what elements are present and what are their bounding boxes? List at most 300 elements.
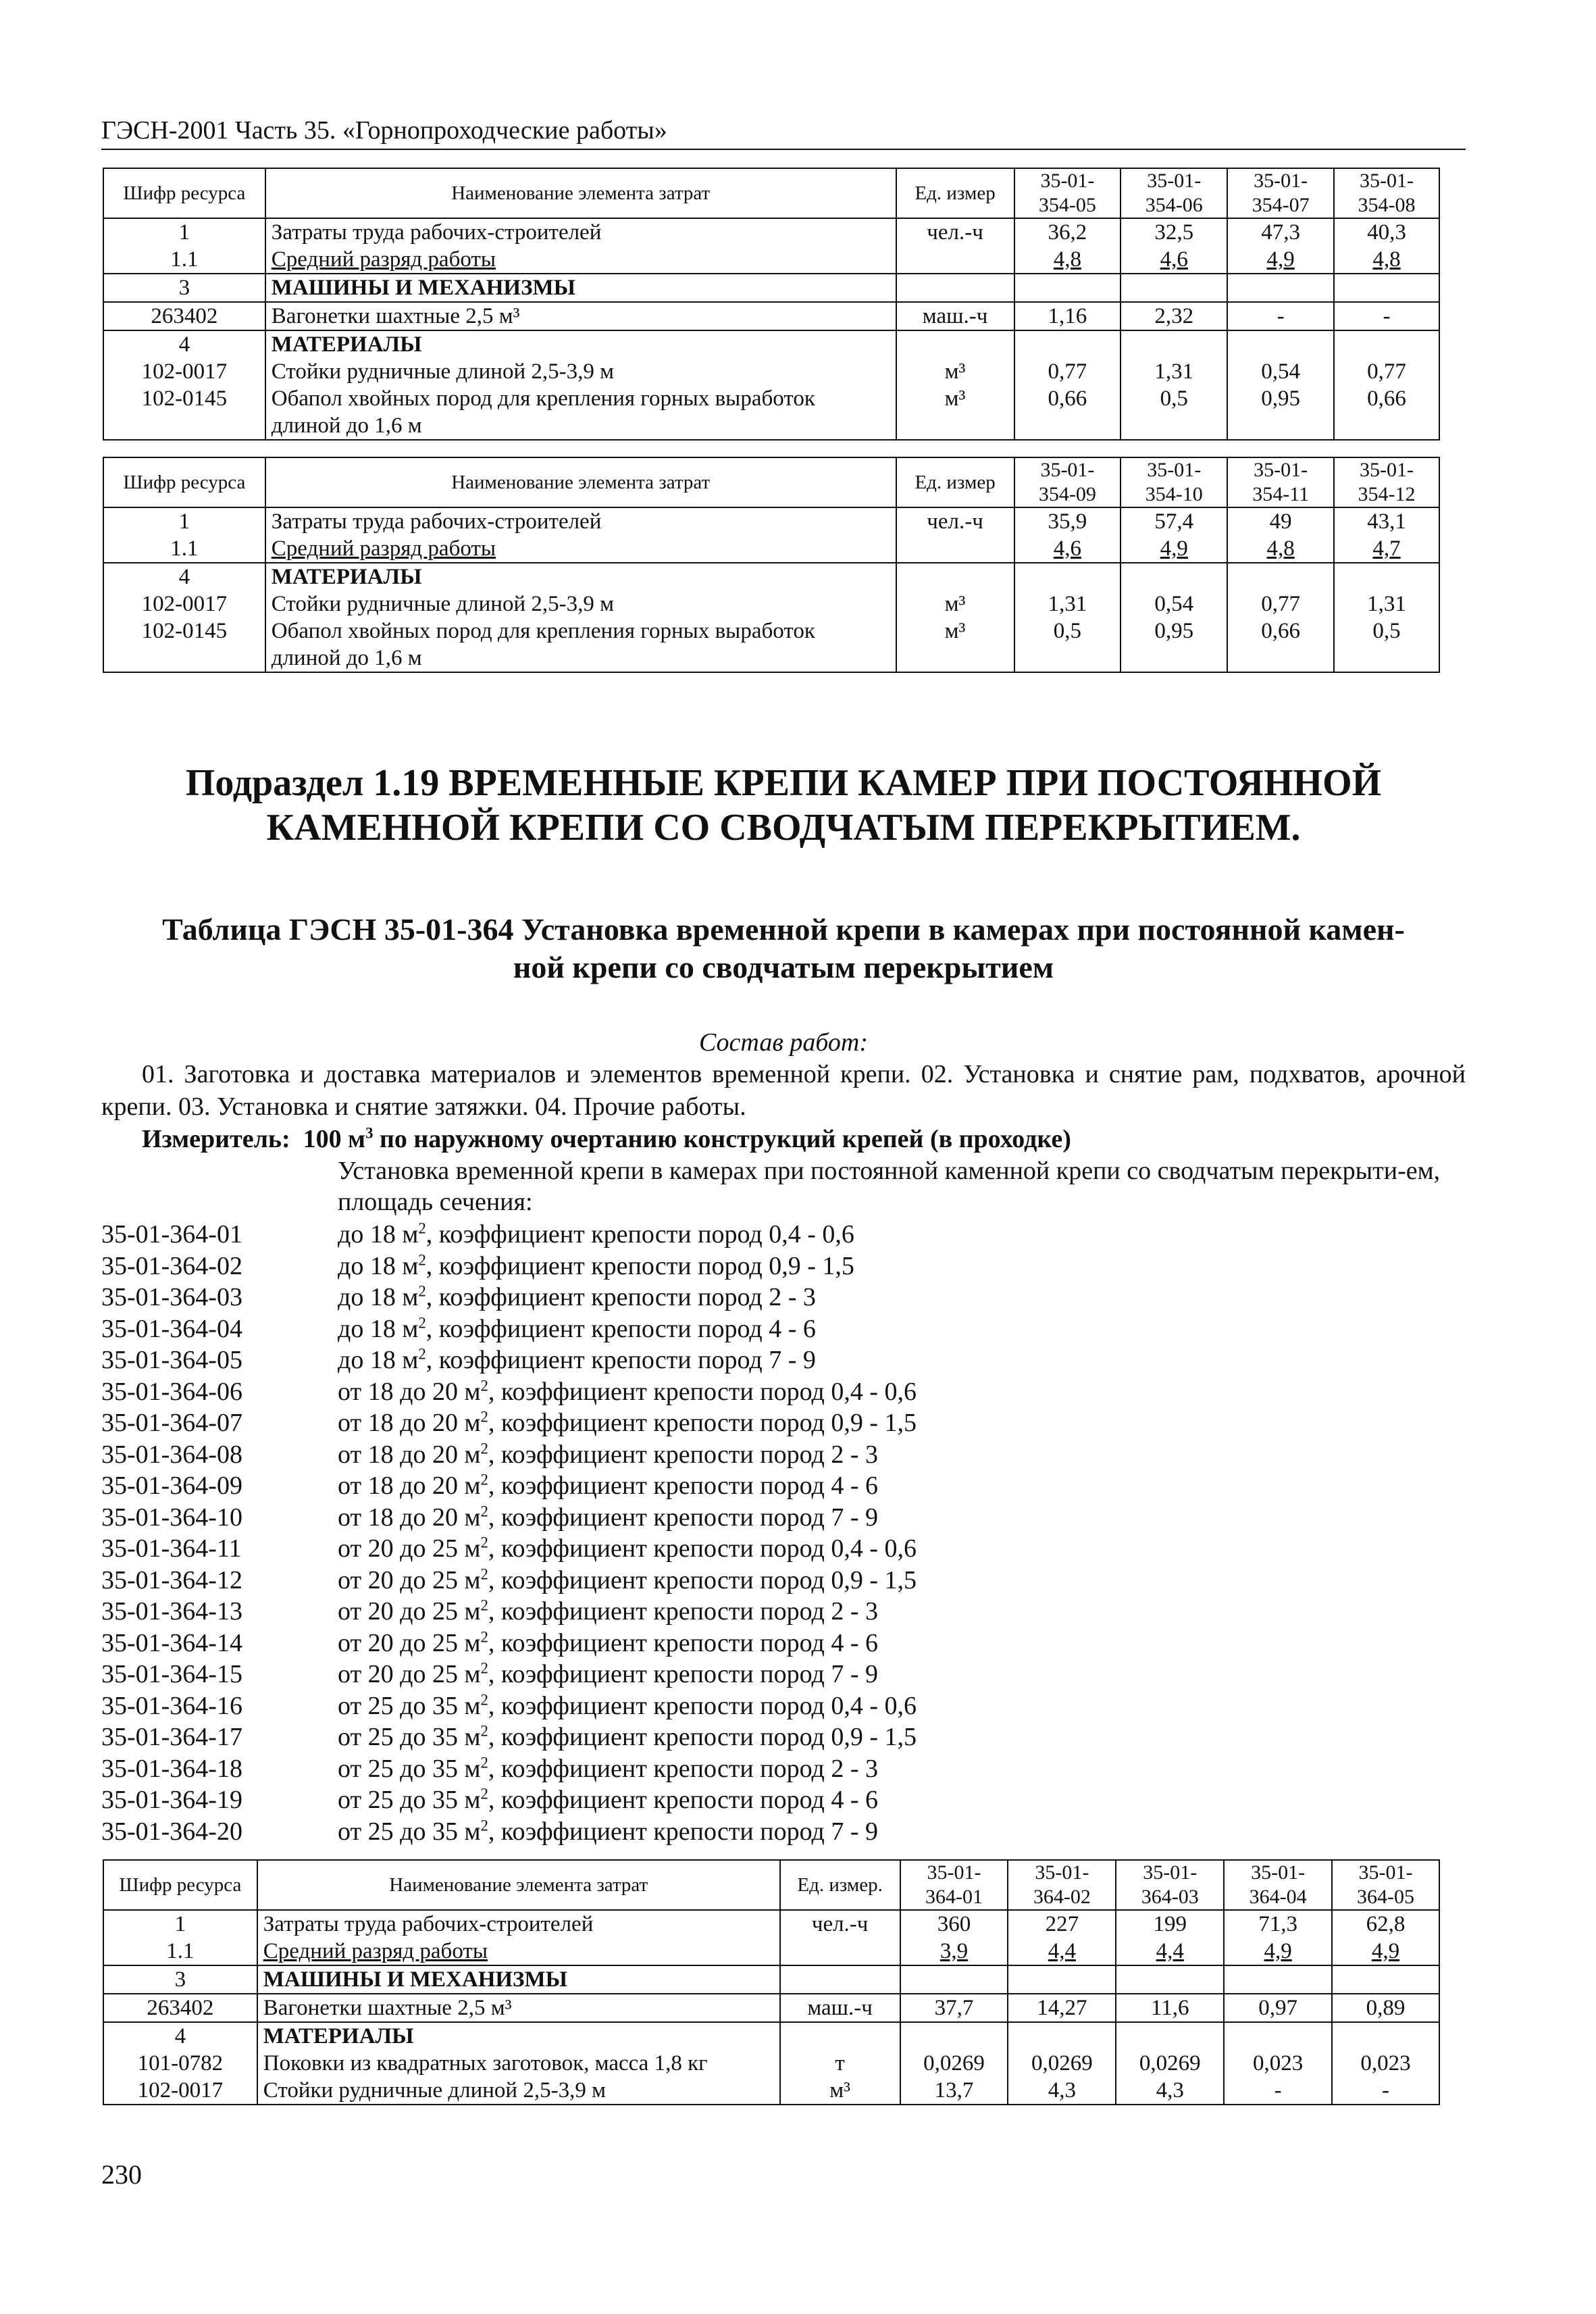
col-header-code: Шифр ресурса <box>103 457 265 507</box>
cell-value: 0,0269 <box>1116 2050 1224 2077</box>
cell-value: 0,89 <box>1332 1994 1439 2022</box>
cell-code: 101-0782 <box>103 2050 257 2077</box>
rate-area: от 20 до 25 м <box>338 1597 481 1626</box>
col-header-rate-part: 35-01- <box>1254 459 1308 481</box>
rate-coef: , коэффициент крепости пород 0,4 - 0,6 <box>488 1691 917 1720</box>
rate-area-sup: 2 <box>418 1345 426 1363</box>
rate-desc <box>338 1721 917 1753</box>
rate-area: до 18 м <box>338 1283 419 1311</box>
rate-row <box>101 1251 1466 1282</box>
cell-name: МАТЕРИАЛЫ <box>257 2022 780 2050</box>
cell-value: 37,7 <box>900 1994 1008 2022</box>
col-header-name: Наименование элемента затрат <box>257 1860 780 1910</box>
rate-area-sup: 2 <box>480 1534 488 1551</box>
rate-desc <box>338 1282 816 1313</box>
rate-row <box>101 1376 1466 1408</box>
table-row <box>103 1965 1439 1994</box>
rate-code: 35-01-364-20 <box>101 1817 242 1846</box>
cell-value: 4,3 <box>1116 2077 1224 2105</box>
col-header-unit: Ед. измер <box>896 168 1014 218</box>
col-header-rate-part: 35-01- <box>1040 170 1095 192</box>
rate-desc <box>338 1659 878 1690</box>
rate-coef: , коэффициент крепости пород 2 - 3 <box>488 1754 878 1783</box>
cell-value: 4,9 <box>1332 1938 1439 1965</box>
rate-coef: , коэффициент крепости пород 7 - 9 <box>426 1346 816 1374</box>
cell-value <box>1014 330 1121 358</box>
cell-unit: м³ <box>896 618 1014 672</box>
cell-value: 360 <box>900 1910 1008 1938</box>
cell-value: 11,6 <box>1116 1994 1224 2022</box>
col-header-rate <box>1224 1860 1332 1910</box>
cell-value: 4,9 <box>1224 1938 1332 1965</box>
table-title <box>101 911 1466 986</box>
rate-code: 35-01-364-09 <box>101 1472 242 1500</box>
table-row <box>103 1938 1439 1965</box>
cell-value: 0,5 <box>1334 618 1439 672</box>
cell-value: 49 <box>1227 507 1334 535</box>
rate-area-sup: 2 <box>480 1439 488 1457</box>
rates-intro: Установка временной крепи в камерах при постоянной каменной крепи со сводчатым перекрыти-ем, площадь сечения: <box>338 1157 1441 1216</box>
rate-area: до 18 м <box>338 1314 419 1343</box>
table-row <box>103 246 1439 274</box>
rate-area-sup: 2 <box>480 1565 488 1582</box>
cell-name: Стойки рудничные длиной 2,5-3,9 м <box>257 2077 780 2105</box>
rate-area: от 18 до 20 м <box>338 1472 481 1500</box>
rate-coef: , коэффициент крепости пород 0,9 - 1,5 <box>488 1723 917 1751</box>
table-row <box>103 590 1439 618</box>
rate-coef: , коэффициент крепости пород 0,9 - 1,5 <box>488 1565 917 1594</box>
cell-value: 0,5 <box>1121 385 1227 440</box>
cell-name: Вагонетки шахтные 2,5 м³ <box>257 1994 780 2022</box>
cell-name: Стойки рудничные длиной 2,5-3,9 м <box>265 590 896 618</box>
subsection-line-1: Подраздел 1.19 ВРЕМЕННЫЕ КРЕПИ КАМЕР ПРИ ПОСТОЯННОЙ <box>185 762 1382 804</box>
cell-value: 227 <box>1008 1910 1116 1938</box>
cell-name: Средний разряд работы <box>265 535 896 563</box>
col-header-rate <box>1227 168 1334 218</box>
table-row <box>103 2077 1439 2105</box>
rate-area-sup: 2 <box>480 1753 488 1771</box>
rate-area: от 20 до 25 м <box>338 1660 481 1688</box>
col-header-rate-part: 35-01- <box>1035 1861 1089 1884</box>
col-header-rate <box>1008 1860 1116 1910</box>
rate-desc <box>338 1784 878 1816</box>
cell-unit: м³ <box>780 2077 900 2105</box>
cell-unit <box>896 535 1014 563</box>
cell-value: 43,1 <box>1334 507 1439 535</box>
col-header-name: Наименование элемента затрат <box>265 168 896 218</box>
table-row <box>103 330 1439 358</box>
rate-code: 35-01-364-07 <box>101 1409 242 1437</box>
cell-name: Поковки из квадратных заготовок, масса 1,8 кг <box>257 2050 780 2077</box>
rate-area: от 20 до 25 м <box>338 1628 481 1657</box>
rate-code: 35-01-364-02 <box>101 1251 242 1280</box>
rate-desc <box>338 1690 917 1722</box>
cell-value: 1,31 <box>1014 590 1121 618</box>
table-row <box>103 358 1439 385</box>
rate-coef: , коэффициент крепости пород 2 - 3 <box>426 1283 816 1311</box>
cell-value: 0,95 <box>1227 385 1334 440</box>
rate-code: 35-01-364-16 <box>101 1691 242 1720</box>
col-header-rate-part: 35-01- <box>1040 459 1095 481</box>
cell-value: 0,77 <box>1334 358 1439 385</box>
cell-unit <box>896 563 1014 590</box>
col-header-rate-part: 364-04 <box>1249 1886 1307 1908</box>
cell-code: 4 <box>103 563 265 590</box>
col-header-code: Шифр ресурса <box>103 168 265 218</box>
cell-unit <box>896 330 1014 358</box>
cell-unit: чел.-ч <box>896 507 1014 535</box>
table-row <box>103 274 1439 302</box>
table-row <box>103 1994 1439 2022</box>
cell-code: 102-0017 <box>103 358 265 385</box>
cell-value: 4,7 <box>1334 535 1439 563</box>
rate-coef: , коэффициент крепости пород 4 - 6 <box>488 1786 878 1814</box>
page-number: 230 <box>101 2159 142 2190</box>
cell-value <box>1227 274 1334 302</box>
cell-value <box>1014 274 1121 302</box>
meter-value: 100 м <box>303 1125 366 1153</box>
rate-coef: , коэффициент крепости пород 2 - 3 <box>488 1597 878 1626</box>
col-header-unit: Ед. измер. <box>780 1860 900 1910</box>
rate-area: от 18 до 20 м <box>338 1503 481 1532</box>
rate-row <box>101 1753 1466 1785</box>
rate-row <box>101 1596 1466 1628</box>
rate-area-sup: 2 <box>480 1722 488 1740</box>
cell-name: МАШИНЫ И МЕХАНИЗМЫ <box>265 274 896 302</box>
cell-value: 40,3 <box>1334 218 1439 246</box>
cell-value: 0,5 <box>1014 618 1121 672</box>
cell-value: 4,6 <box>1014 535 1121 563</box>
table-row <box>103 2022 1439 2050</box>
cell-code: 1.1 <box>103 246 265 274</box>
rate-area-sup: 2 <box>418 1282 426 1300</box>
table-title-line-2: ной крепи со сводчатым перекрытием <box>513 950 1054 984</box>
rate-area-sup: 2 <box>418 1219 426 1237</box>
cell-value: 0,77 <box>1227 590 1334 618</box>
cell-value: 4,3 <box>1008 2077 1116 2105</box>
col-header-rate-part: 35-01- <box>1360 459 1414 481</box>
rate-row <box>101 1439 1466 1471</box>
rate-desc <box>338 1565 917 1596</box>
col-header-rate-part: 35-01- <box>1254 170 1308 192</box>
cell-value <box>1008 2022 1116 2050</box>
rate-code: 35-01-364-15 <box>101 1660 242 1688</box>
rate-desc <box>338 1219 854 1251</box>
col-header-rate <box>1334 457 1439 507</box>
cell-value: 0,54 <box>1121 590 1227 618</box>
col-header-rate <box>1227 457 1334 507</box>
rate-row <box>101 1533 1466 1565</box>
cell-value: 4,9 <box>1227 246 1334 274</box>
rate-row <box>101 1816 1466 1848</box>
rate-code: 35-01-364-12 <box>101 1565 242 1594</box>
rate-coef: , коэффициент крепости пород 0,9 - 1,5 <box>488 1409 917 1437</box>
cell-value: 35,9 <box>1014 507 1121 535</box>
table-title-line-1: Таблица ГЭСН 35-01-364 Установка временной крепи в камерах при постоянной камен- <box>162 912 1405 947</box>
col-header-name: Наименование элемента затрат <box>265 457 896 507</box>
col-header-rate-part: 354-07 <box>1252 194 1310 216</box>
rate-coef: , коэффициент крепости пород 7 - 9 <box>488 1503 878 1532</box>
col-header-rate-part: 35-01- <box>1147 459 1202 481</box>
rate-row <box>101 1721 1466 1753</box>
cell-value <box>1224 2022 1332 2050</box>
col-header-rate-part: 354-08 <box>1358 194 1416 216</box>
cell-value: 4,8 <box>1014 246 1121 274</box>
rate-area: от 18 до 20 м <box>338 1440 481 1469</box>
rate-desc <box>338 1376 917 1408</box>
col-header-rate-part: 35-01- <box>1251 1861 1306 1884</box>
meter-sup: 3 <box>365 1124 374 1142</box>
running-header: ГЭСН-2001 Часть 35. «Горнопроходческие работы» <box>101 115 1466 150</box>
cell-name: МАТЕРИАЛЫ <box>265 330 896 358</box>
cell-value: 62,8 <box>1332 1910 1439 1938</box>
rate-coef: , коэффициент крепости пород 4 - 6 <box>426 1314 816 1343</box>
rate-row <box>101 1407 1466 1439</box>
cell-unit: т <box>780 2050 900 2077</box>
col-header-rate <box>900 1860 1008 1910</box>
cell-value: 47,3 <box>1227 218 1334 246</box>
col-header-rate-part: 364-03 <box>1141 1886 1199 1908</box>
cell-value: 1,31 <box>1121 358 1227 385</box>
rate-row <box>101 1344 1466 1376</box>
cell-name: МАШИНЫ И МЕХАНИЗМЫ <box>257 1965 780 1994</box>
rate-area-sup: 2 <box>480 1596 488 1614</box>
rate-area-sup: 2 <box>480 1628 488 1645</box>
rate-area-sup: 2 <box>480 1502 488 1519</box>
table-row <box>103 2050 1439 2077</box>
rate-row <box>101 1628 1466 1659</box>
rate-area: от 20 до 25 м <box>338 1565 481 1594</box>
cell-code: 1.1 <box>103 535 265 563</box>
cell-code: 1 <box>103 507 265 535</box>
cell-value: 4,9 <box>1121 535 1227 563</box>
rate-coef: , коэффициент крепости пород 7 - 9 <box>488 1817 878 1846</box>
rate-desc <box>338 1470 878 1502</box>
cell-unit <box>780 1938 900 1965</box>
col-header-rate-part: 364-01 <box>925 1886 983 1908</box>
meter-rest: по наружному очертанию конструкций крепей (в проходке) <box>373 1125 1071 1153</box>
rate-desc <box>338 1313 816 1345</box>
cell-value: 14,27 <box>1008 1994 1116 2022</box>
header-row <box>103 168 1439 218</box>
cell-value <box>1121 274 1227 302</box>
cell-code: 4 <box>103 2022 257 2050</box>
cell-value: 32,5 <box>1121 218 1227 246</box>
cell-code: 102-0017 <box>103 2077 257 2105</box>
cell-name: Стойки рудничные длиной 2,5-3,9 м <box>265 358 896 385</box>
cell-value: - <box>1334 302 1439 330</box>
works-text: 01. Заготовка и доставка материалов и элементов временной крепи. 02. Установка и снятие рам, подхватов, арочной крепи. 03. Установка и снятие затяжки. 04. Прочие работы. <box>101 1060 1466 1121</box>
header-row <box>103 1860 1439 1910</box>
rate-area: от 25 до 35 м <box>338 1754 481 1783</box>
cell-value: 2,32 <box>1121 302 1227 330</box>
table-row <box>103 507 1439 535</box>
rate-row <box>101 1470 1466 1502</box>
cell-value: 0,97 <box>1224 1994 1332 2022</box>
rate-row <box>101 1282 1466 1313</box>
col-header-rate <box>1121 457 1227 507</box>
table-row <box>103 1910 1439 1938</box>
cell-unit <box>896 246 1014 274</box>
rate-code: 35-01-364-04 <box>101 1314 242 1343</box>
cell-value <box>1014 563 1121 590</box>
cell-value: 4,4 <box>1008 1938 1116 1965</box>
rate-code: 35-01-364-06 <box>101 1377 242 1406</box>
table-row <box>103 385 1439 440</box>
rate-coef: , коэффициент крепости пород 2 - 3 <box>488 1440 878 1469</box>
rate-code: 35-01-364-03 <box>101 1283 242 1311</box>
rate-code: 35-01-364-08 <box>101 1440 242 1469</box>
cell-value: 0,0269 <box>900 2050 1008 2077</box>
cell-code: 102-0145 <box>103 385 265 440</box>
rate-area: от 25 до 35 м <box>338 1817 481 1846</box>
rate-area: от 25 до 35 м <box>338 1723 481 1751</box>
rate-row <box>101 1502 1466 1534</box>
col-header-rate-part: 354-05 <box>1038 194 1096 216</box>
cell-code: 102-0017 <box>103 590 265 618</box>
rate-desc <box>338 1502 878 1534</box>
cell-unit: м³ <box>896 385 1014 440</box>
rate-coef: , коэффициент крепости пород 7 - 9 <box>488 1660 878 1688</box>
rate-row <box>101 1219 1466 1251</box>
rate-desc <box>338 1533 917 1565</box>
cell-code: 102-0145 <box>103 618 265 672</box>
col-header-rate <box>1014 168 1121 218</box>
cell-value <box>1334 274 1439 302</box>
cell-unit <box>780 1965 900 1994</box>
col-header-unit: Ед. измер <box>896 457 1014 507</box>
rate-row <box>101 1659 1466 1690</box>
col-header-rate-part: 35-01- <box>1147 170 1202 192</box>
rate-desc <box>338 1596 878 1628</box>
col-header-rate-part: 354-10 <box>1145 483 1203 505</box>
rate-code: 35-01-364-13 <box>101 1597 242 1626</box>
cell-name: Затраты труда рабочих-строителей <box>257 1910 780 1938</box>
col-header-rate-part: 35-01- <box>927 1861 981 1884</box>
cell-value <box>1121 330 1227 358</box>
cell-value <box>900 1965 1008 1994</box>
document-page <box>101 115 1466 2105</box>
rate-coef: , коэффициент крепости пород 0,9 - 1,5 <box>426 1251 854 1280</box>
cell-value: 4,8 <box>1227 535 1334 563</box>
col-header-code: Шифр ресурса <box>103 1860 257 1910</box>
rate-coef: , коэффициент крепости пород 0,4 - 0,6 <box>426 1220 854 1249</box>
cell-name: Вагонетки шахтные 2,5 м³ <box>265 302 896 330</box>
rate-coef: , коэффициент крепости пород 4 - 6 <box>488 1628 878 1657</box>
rate-area-sup: 2 <box>480 1785 488 1803</box>
rate-area: до 18 м <box>338 1220 419 1249</box>
resource-table-364-01-05 <box>103 1859 1440 2105</box>
cell-code: 4 <box>103 330 265 358</box>
cell-value <box>1116 2022 1224 2050</box>
cell-value: - <box>1332 2077 1439 2105</box>
rate-row <box>101 1565 1466 1596</box>
cell-code: 3 <box>103 1965 257 1994</box>
rate-row <box>101 1313 1466 1345</box>
cell-value: 1,16 <box>1014 302 1121 330</box>
cell-value <box>1334 330 1439 358</box>
rate-desc <box>338 1251 854 1282</box>
rate-row <box>101 1690 1466 1722</box>
cell-value: 0,0269 <box>1008 2050 1116 2077</box>
col-header-rate-part: 35-01- <box>1360 170 1414 192</box>
col-header-rate <box>1014 457 1121 507</box>
rate-area-sup: 2 <box>418 1313 426 1331</box>
cell-unit: м³ <box>896 358 1014 385</box>
rate-code: 35-01-364-10 <box>101 1503 242 1532</box>
table-row <box>103 218 1439 246</box>
cell-code: 1 <box>103 218 265 246</box>
cell-unit: м³ <box>896 590 1014 618</box>
cell-value: 199 <box>1116 1910 1224 1938</box>
cell-value: - <box>1227 302 1334 330</box>
cell-code: 1 <box>103 1910 257 1938</box>
cell-value: 3,9 <box>900 1938 1008 1965</box>
rate-code: 35-01-364-19 <box>101 1786 242 1814</box>
col-header-rate-part: 35-01- <box>1143 1861 1198 1884</box>
cell-value: 71,3 <box>1224 1910 1332 1938</box>
rate-area-sup: 2 <box>480 1376 488 1394</box>
rate-area-sup: 2 <box>480 1471 488 1488</box>
cell-unit: чел.-ч <box>780 1910 900 1938</box>
cell-value <box>1121 563 1227 590</box>
rate-area: до 18 м <box>338 1251 419 1280</box>
cell-code: 3 <box>103 274 265 302</box>
col-header-rate-part: 354-09 <box>1038 483 1096 505</box>
cell-unit <box>780 2022 900 2050</box>
rate-area: от 18 до 20 м <box>338 1409 481 1437</box>
meter-prefix: Измеритель: <box>142 1125 290 1153</box>
cell-code: 1.1 <box>103 1938 257 1965</box>
col-header-rate <box>1332 1860 1439 1910</box>
rate-code: 35-01-364-14 <box>101 1628 242 1657</box>
cell-value: 0,66 <box>1334 385 1439 440</box>
rate-area: от 20 до 25 м <box>338 1534 481 1563</box>
works-label: Состав работ: <box>698 1028 869 1057</box>
rates-list <box>101 1219 1466 1847</box>
rate-desc <box>338 1816 878 1848</box>
rate-area: от 25 до 35 м <box>338 1786 481 1814</box>
cell-value: 0,66 <box>1227 618 1334 672</box>
col-header-rate-part: 354-11 <box>1252 483 1310 505</box>
cell-value: 13,7 <box>900 2077 1008 2105</box>
table-row <box>103 618 1439 672</box>
cell-value: 1,31 <box>1334 590 1439 618</box>
table-row <box>103 563 1439 590</box>
rate-code: 35-01-364-05 <box>101 1346 242 1374</box>
rate-desc <box>338 1344 816 1376</box>
col-header-rate-part: 364-02 <box>1033 1886 1091 1908</box>
col-header-rate-part: 35-01- <box>1358 1861 1413 1884</box>
col-header-rate <box>1116 1860 1224 1910</box>
rate-code: 35-01-364-17 <box>101 1723 242 1751</box>
rate-desc <box>338 1439 878 1471</box>
rate-area-sup: 2 <box>480 1659 488 1677</box>
resource-table-354-05-08 <box>103 168 1440 441</box>
rate-coef: , коэффициент крепости пород 0,4 - 0,6 <box>488 1377 917 1406</box>
col-header-rate-part: 364-05 <box>1357 1886 1415 1908</box>
cell-value <box>900 2022 1008 2050</box>
cell-value <box>1227 330 1334 358</box>
cell-name: Обапол хвойных пород для крепления горных выработок длиной до 1,6 м <box>265 618 896 672</box>
rate-code: 35-01-364-01 <box>101 1220 242 1249</box>
col-header-rate <box>1334 168 1439 218</box>
rate-area: от 25 до 35 м <box>338 1691 481 1720</box>
cell-value <box>1224 1965 1332 1994</box>
cell-value <box>1116 1965 1224 1994</box>
cell-unit: маш.-ч <box>780 1994 900 2022</box>
cell-value <box>1227 563 1334 590</box>
